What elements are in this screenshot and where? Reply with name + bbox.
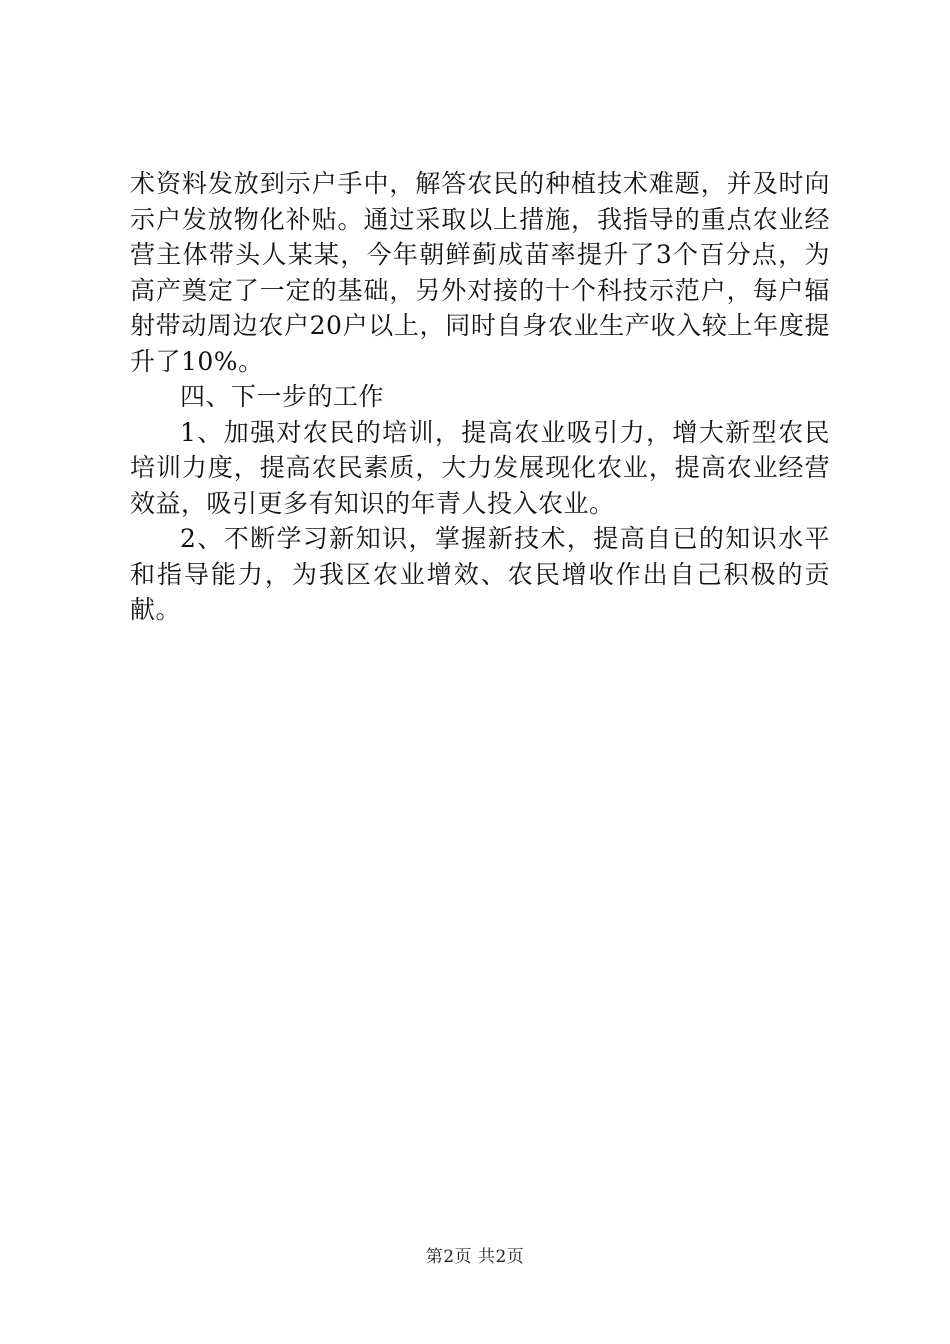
page-footer: 第2页 共2页: [425, 1247, 525, 1267]
paragraph-continuation: 术资料发放到示户手中，解答农民的种植技术难题，并及时向示户发放物化补贴。通过采取以上措施，我指导的重点农业经营主体带头人某某，今年朝鲜蓟成苗率提升了3个百分点，为高产奠定了一定的基础，另外对接的十个科技示范户，每户辐射带动周边农户20户以上，同时自身农业生产收入较上年度提升了10%。: [130, 169, 830, 376]
list-item-learning: 2、不断学习新知识，掌握新技术，提高自已的知识水平和指导能力，为我区农业增效、农民增收作出自己积极的贡献。: [130, 524, 830, 624]
list-item-training: 1、加强对农民的培训，提高农业吸引力，增大新型农民培训力度，提高农民素质，大力发展现化农业，提高农业经营效益，吸引更多有知识的年青人投入农业。: [130, 417, 830, 518]
section-heading-next-steps: 四、下一步的工作: [180, 382, 385, 411]
document-body: [130, 166, 830, 628]
